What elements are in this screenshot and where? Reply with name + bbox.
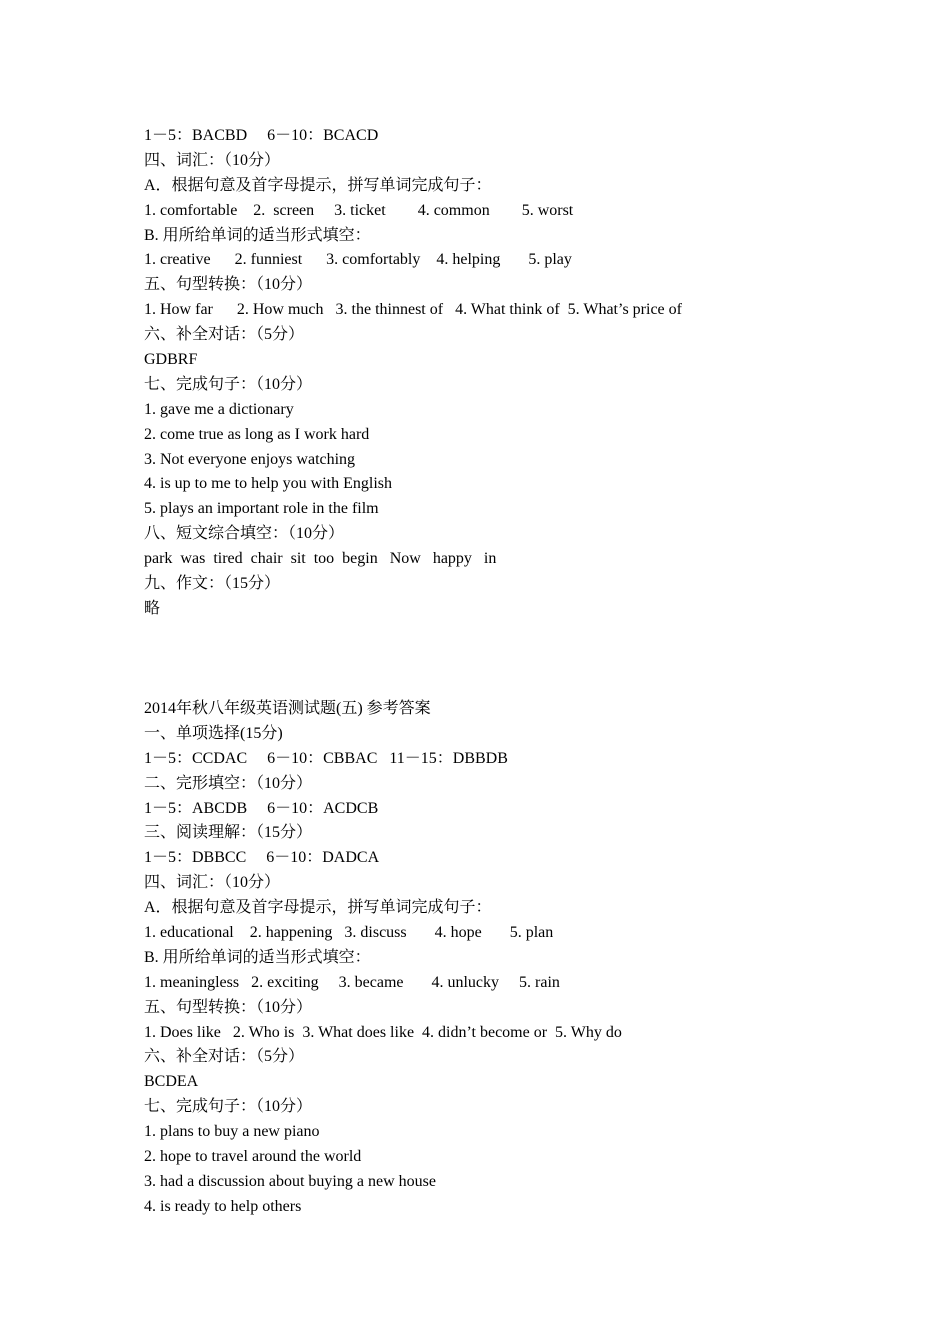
section-heading: 一、单项选择(15分) — [144, 724, 283, 742]
answer-line: 4. is up to me to help you with English — [144, 475, 392, 493]
answer-line: 1. comfortable 2. screen 3. ticket 4. common 5. worst — [144, 201, 574, 219]
answer-line: 1－5：BACBD 6－10：BCACD — [144, 127, 379, 144]
answer-section-continued — [144, 124, 844, 622]
answer-line: BCDEA — [144, 1073, 199, 1091]
section-heading: 七、完成句子：（10分） — [144, 375, 313, 393]
answer-line: 1－5：CCDAC 6－10：CBBAC 11－15：DBBDB — [144, 749, 508, 767]
sub-heading: B. 用所给单词的适当形式填空： — [144, 226, 371, 244]
answer-line: 3. had a discussion about buying a new house — [144, 1172, 436, 1190]
answer-line: 2. hope to travel around the world — [144, 1148, 362, 1166]
answer-line: park was tired chair sit too begin Now happy in — [144, 550, 497, 568]
section-heading: 八、短文综合填空：（10分） — [144, 525, 345, 543]
section-heading: 四、词汇：（10分） — [144, 151, 281, 169]
answer-line: 3. Not everyone enjoys watching — [144, 450, 356, 468]
answer-line: 1. gave me a dictionary — [144, 400, 294, 418]
answer-line: 1. plans to buy a new piano — [144, 1123, 320, 1141]
section-heading: 三、阅读理解：（15分） — [144, 824, 313, 842]
sub-heading: A．根据句意及首字母提示，拼写单词完成句子： — [144, 899, 492, 917]
section-heading: 二、完形填空：（10分） — [144, 774, 313, 792]
answer-line: 1. Does like 2. Who is 3. What does like 4. didn’t become or 5. Why do — [144, 1023, 622, 1041]
answer-line: 1－5：ABCDB 6－10：ACDCB — [144, 799, 379, 817]
section-heading: 五、句型转换：（10分） — [144, 998, 313, 1016]
section-heading: 九、作文：（15分） — [144, 575, 281, 593]
answer-section-test-5 — [144, 697, 844, 1220]
section-heading: 六、补全对话：（5分） — [144, 326, 305, 344]
section-heading: 六、补全对话：（5分） — [144, 1048, 305, 1066]
answer-line: GDBRF — [144, 351, 198, 369]
answer-line: 1. creative 2. funniest 3. comfortably 4. helping 5. play — [144, 251, 572, 269]
answer-line: 1. How far 2. How much 3. the thinnest of 4. What think of 5. What’s price of — [144, 301, 682, 319]
section-heading: 四、词汇：（10分） — [144, 874, 281, 892]
section-heading: 五、句型转换：（10分） — [144, 276, 313, 294]
answer-line: 略 — [144, 599, 161, 617]
answer-line: 1. meaningless 2. exciting 3. became 4. unlucky 5. rain — [144, 973, 560, 991]
answer-line: 2. come true as long as I work hard — [144, 425, 370, 443]
answer-line: 5. plays an important role in the film — [144, 500, 379, 518]
section-heading: 七、完成句子：（10分） — [144, 1098, 313, 1116]
sub-heading: A．根据句意及首字母提示，拼写单词完成句子： — [144, 176, 492, 194]
answer-line: 4. is ready to help others — [144, 1197, 302, 1215]
answer-line: 1－5：DBBCC 6－10：DADCA — [144, 849, 380, 867]
answer-line: 1. educational 2. happening 3. discuss 4. hope 5. plan — [144, 924, 554, 942]
document-title: 2014年秋八年级英语测试题(五) 参考答案 — [144, 700, 431, 717]
sub-heading: B. 用所给单词的适当形式填空： — [144, 948, 371, 966]
